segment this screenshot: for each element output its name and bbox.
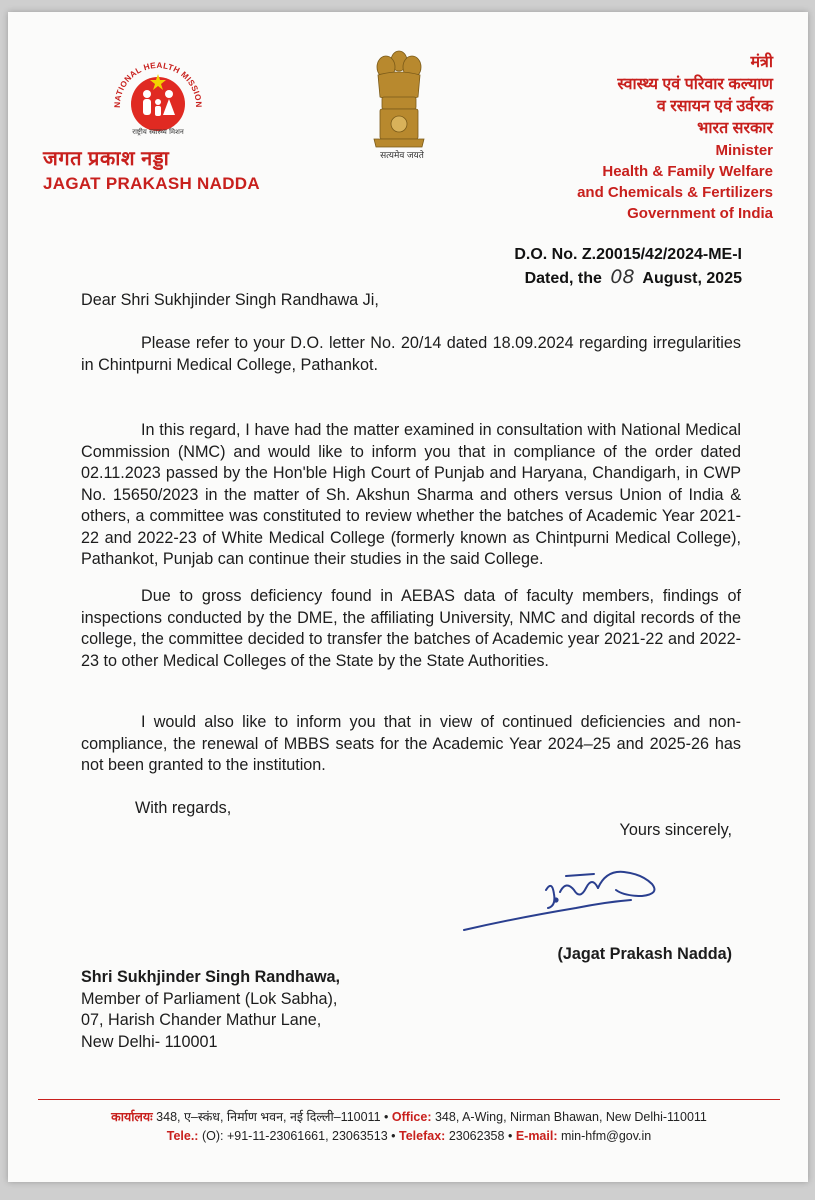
tel-number: (O): +91-11-23061661, 23063513 bbox=[201, 1129, 388, 1143]
closing: With regards, bbox=[135, 799, 232, 817]
minister-name: JAGAT PRAKASH NADDA bbox=[43, 174, 260, 193]
nhm-logo bbox=[106, 50, 210, 136]
telefax-label: Telefax: bbox=[399, 1129, 446, 1143]
email-label: E-mail: bbox=[515, 1129, 558, 1143]
sign-off: Yours sincerely, bbox=[619, 821, 732, 839]
footer bbox=[38, 1108, 780, 1146]
ministry-hindi-line: व रसायन एवं उर्वरक bbox=[656, 98, 773, 115]
emblem-motto: सत्यमेव जयते bbox=[380, 150, 424, 160]
handwritten-day: 08 bbox=[610, 266, 635, 288]
office-address: 348, A-Wing, Nirman Bhawan, New Delhi-110011 bbox=[434, 1110, 707, 1124]
logo-sub-text: राष्ट्रीय स्वास्थ्य मिशन bbox=[132, 128, 184, 136]
office-label-hindi: कार्यालयः bbox=[111, 1110, 153, 1124]
ministry-block bbox=[577, 52, 773, 224]
footer-divider bbox=[38, 1099, 780, 1100]
footer-office-line bbox=[38, 1108, 780, 1127]
addressee-block bbox=[81, 967, 340, 1053]
ministry-hindi-line: भारत सरकार bbox=[697, 120, 773, 137]
office-hindi: 348, ए–स्कंध, निर्माण भवन, नई दिल्ली–110011 bbox=[156, 1110, 381, 1124]
addressee-line: New Delhi- 110001 bbox=[81, 1032, 218, 1051]
addressee-name: Shri Sukhjinder Singh Randhawa, bbox=[81, 968, 341, 986]
footer-bullet: • bbox=[384, 1110, 389, 1124]
letter-page bbox=[8, 12, 808, 1182]
signatory-name: (Jagat Prakash Nadda) bbox=[557, 945, 732, 963]
ministry-english-line: Health & Family Welfare bbox=[602, 163, 773, 180]
ministry-english-line: Government of India bbox=[627, 205, 773, 222]
office-label: Office: bbox=[391, 1110, 432, 1124]
email-address: min-hfm@gov.in bbox=[560, 1129, 652, 1143]
salutation: Dear Shri Sukhjinder Singh Randhawa Ji, bbox=[81, 291, 379, 309]
do-number: D.O. No. Z.20015/42/2024-ME-I bbox=[514, 246, 742, 263]
footer-contact-line bbox=[38, 1127, 780, 1146]
paragraph-3: Due to gross deficiency found in AEBAS data of faculty members, findings of inspections conducted by the DME, the affiliating University, NMC and digital records of the college, the committee decided to transfer the batches of Academic year 2021-22 and 2022-23 to other Medical Colleges of the State by the State Authorities. bbox=[81, 587, 741, 670]
addressee-line: Member of Parliament (Lok Sabha), bbox=[81, 989, 338, 1008]
ministry-hindi-line: स्वास्थ्य एवं परिवार कल्याण bbox=[617, 76, 773, 93]
ministry-english-line: and Chemicals & Fertilizers bbox=[577, 184, 773, 201]
letter-reference bbox=[514, 244, 742, 290]
paragraph-2: In this regard, I have had the matter examined in consultation with National Medical Commission (NMC) and would like to inform you that in compliance of the order dated 02.11.2023 passed by the Hon'ble High Court of Punjab and Haryana, Chandigarh, in CWP No. 15650/2023 in the matter of Sh. Akshun Sharma and others versus Union of India & others, a committee was constituted to review whether the batches of Academic Year 2021-22 and 2022-23 of White Medical College (formerly known as Chintpurni Medical College), Pathankot, Punjab can continue their studies in the said College. bbox=[81, 421, 741, 568]
tel-label: Tele.: bbox=[166, 1129, 199, 1143]
paragraph-4: I would also like to inform you that in view of continued deficiencies and non-compliance, the renewal of MBBS seats for the Academic Year 2024–25 and 2025-26 has not been granted to the institution. bbox=[81, 713, 741, 774]
paragraph-1: Please refer to your D.O. letter No. 20/14 dated 18.09.2024 regarding irregularities in Chintpurni Medical College, Pathankot. bbox=[81, 334, 741, 374]
ministry-english-line: Minister bbox=[715, 142, 773, 159]
telefax-number: 23062358 bbox=[448, 1129, 505, 1143]
footer-bullet: • bbox=[507, 1129, 513, 1143]
footer-bullet: • bbox=[391, 1129, 396, 1143]
addressee-line: 07, Harish Chander Mathur Lane, bbox=[81, 1011, 322, 1029]
minister-name-hindi: जगत प्रकाश नड्डा bbox=[43, 148, 170, 170]
letter-date bbox=[514, 266, 742, 290]
handwritten-signature bbox=[456, 850, 686, 942]
ministry-hindi-line: मंत्री bbox=[750, 54, 773, 71]
logo-ring-text: NATIONAL HEALTH MISSION bbox=[112, 60, 204, 108]
dated-prefix: Dated, the bbox=[524, 270, 602, 287]
dated-suffix: August, 2025 bbox=[642, 270, 742, 287]
